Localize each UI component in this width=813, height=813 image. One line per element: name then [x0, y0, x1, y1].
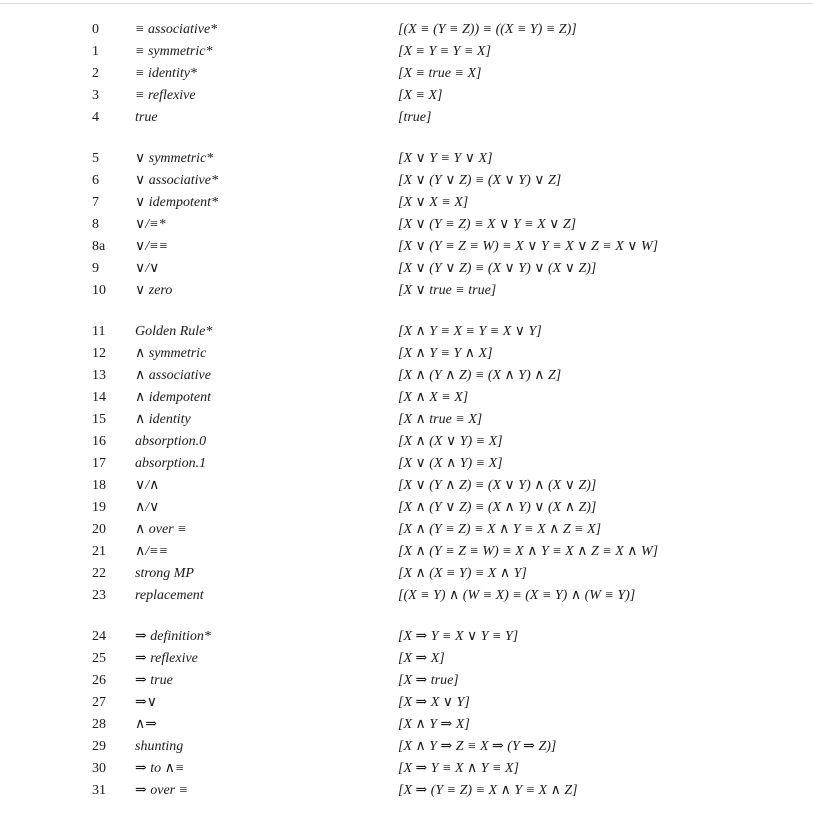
theorem-number: 6 — [92, 173, 99, 188]
theorem-name: ⇒ true — [135, 673, 173, 688]
theorem-number: 0 — [92, 22, 99, 37]
theorem-row — [0, 63, 813, 85]
theorem-name: ∨/∧ — [135, 478, 160, 493]
theorem-number: 30 — [92, 761, 106, 776]
theorem-formula: [(X ≡ Y) ∧ (W ≡ X) ≡ (X ≡ Y) ∧ (W ≡ Y)] — [398, 588, 636, 603]
theorem-row — [0, 563, 813, 585]
theorem-number: 18 — [92, 478, 106, 493]
theorem-row — [0, 714, 813, 736]
theorem-formula: [(X ≡ (Y ≡ Z)) ≡ ((X ≡ Y) ≡ Z)] — [398, 22, 577, 37]
theorem-name: ≡ reflexive — [135, 88, 196, 103]
theorem-number: 15 — [92, 412, 106, 427]
theorem-name: ∧ associative — [135, 368, 211, 383]
theorem-formula: [X ∨ (Y ∧ Z) ≡ (X ∨ Y) ∧ (X ∨ Z)] — [398, 478, 597, 493]
theorem-row — [0, 585, 813, 607]
theorem-number: 9 — [92, 261, 99, 276]
theorem-number: 8 — [92, 217, 99, 232]
theorem-name: ∧⇒ — [135, 717, 157, 732]
theorem-name: ∨/∨ — [135, 261, 160, 276]
theorem-formula: [X ⇒ Y ≡ X ∨ Y ≡ Y] — [398, 629, 519, 644]
theorem-number: 2 — [92, 66, 99, 81]
theorem-formula: [X ∨ (Y ∨ Z) ≡ (X ∨ Y) ∨ Z] — [398, 173, 562, 188]
theorem-row — [0, 626, 813, 648]
theorem-number: 8a — [92, 239, 106, 254]
theorem-name: ∧ over ≡ — [135, 522, 187, 537]
theorem-row — [0, 236, 813, 258]
theorem-row — [0, 148, 813, 170]
theorem-number: 24 — [92, 629, 106, 644]
theorem-number: 28 — [92, 717, 106, 732]
group-spacer — [0, 607, 813, 626]
theorem-formula: [X ∨ Y ≡ Y ∨ X] — [398, 151, 493, 166]
theorem-name: ∧/≡≡ — [135, 544, 169, 559]
theorem-row — [0, 41, 813, 63]
theorem-number: 1 — [92, 44, 99, 59]
theorem-name: strong MP — [135, 566, 194, 581]
theorem-formula: [X ∧ X ≡ X] — [398, 390, 469, 405]
theorem-formula: [X ∧ (Y ∧ Z) ≡ (X ∧ Y) ∧ Z] — [398, 368, 562, 383]
theorem-name: ∧ identity — [135, 412, 191, 427]
theorem-number: 26 — [92, 673, 106, 688]
theorem-formula: [X ⇒ X] — [398, 651, 445, 666]
theorem-number: 4 — [92, 110, 99, 125]
theorem-row — [0, 365, 813, 387]
theorem-row — [0, 192, 813, 214]
theorem-formula: [X ∧ (Y ≡ Z ≡ W) ≡ X ∧ Y ≡ X ∧ Z ≡ X ∧ W] — [398, 544, 659, 559]
theorem-row — [0, 431, 813, 453]
theorem-name: ≡ associative* — [135, 22, 218, 37]
theorem-row — [0, 648, 813, 670]
theorem-name: Golden Rule* — [135, 324, 213, 339]
theorem-formula: [X ∨ (Y ≡ Z) ≡ X ∨ Y ≡ X ∨ Z] — [398, 217, 577, 232]
theorem-name: ∧ idempotent — [135, 390, 211, 405]
theorem-row — [0, 780, 813, 802]
theorem-name: ∨/≡≡ — [135, 239, 169, 254]
theorem-number: 22 — [92, 566, 106, 581]
theorem-row — [0, 541, 813, 563]
theorem-name: ≡ identity* — [135, 66, 197, 81]
theorem-formula: [X ∨ (Y ≡ Z ≡ W) ≡ X ∨ Y ≡ X ∨ Z ≡ X ∨ W] — [398, 239, 659, 254]
theorem-number: 20 — [92, 522, 106, 537]
theorem-formula: [X ∧ true ≡ X] — [398, 412, 483, 427]
theorem-number: 19 — [92, 500, 106, 515]
theorem-row — [0, 258, 813, 280]
theorem-name: absorption.1 — [135, 456, 207, 471]
theorem-row — [0, 475, 813, 497]
group-spacer — [0, 302, 813, 321]
theorem-name: ∧/∨ — [135, 500, 160, 515]
theorem-row — [0, 409, 813, 431]
theorem-row — [0, 85, 813, 107]
theorem-number: 12 — [92, 346, 106, 361]
theorem-formula: [true] — [398, 110, 432, 125]
theorem-name: ⇒ to ∧≡ — [135, 761, 185, 776]
theorem-row — [0, 497, 813, 519]
theorem-number: 10 — [92, 283, 106, 298]
group-spacer — [0, 129, 813, 148]
theorem-formula: [X ∧ Y ⇒ X] — [398, 717, 470, 732]
theorem-row — [0, 214, 813, 236]
theorem-formula: [X ∨ X ≡ X] — [398, 195, 469, 210]
theorem-number: 21 — [92, 544, 106, 559]
theorem-row — [0, 670, 813, 692]
theorem-formula: [X ⇒ X ∨ Y] — [398, 695, 470, 710]
theorem-row — [0, 343, 813, 365]
theorem-number: 31 — [92, 783, 106, 798]
theorem-name: ∨ zero — [135, 283, 173, 298]
theorem-name: ∧ symmetric — [135, 346, 207, 361]
theorem-row — [0, 758, 813, 780]
theorem-number: 17 — [92, 456, 106, 471]
theorem-formula: [X ∨ (Y ∨ Z) ≡ (X ∨ Y) ∨ (X ∨ Z)] — [398, 261, 597, 276]
theorem-row — [0, 170, 813, 192]
theorem-formula: [X ∧ Y ⇒ Z ≡ X ⇒ (Y ⇒ Z)] — [398, 739, 557, 754]
theorem-name: ∨ associative* — [135, 173, 218, 188]
theorem-row — [0, 107, 813, 129]
theorem-name: ⇒ reflexive — [135, 651, 198, 666]
theorem-name: ∨ symmetric* — [135, 151, 214, 166]
theorem-row — [0, 387, 813, 409]
theorem-number: 14 — [92, 390, 106, 405]
theorem-formula: [X ∧ (X ∨ Y) ≡ X] — [398, 434, 503, 449]
theorem-name: ⇒ over ≡ — [135, 783, 189, 798]
theorem-number: 3 — [92, 88, 99, 103]
top-divider — [0, 3, 813, 4]
theorem-formula: [X ∧ Y ≡ X ≡ Y ≡ X ∨ Y] — [398, 324, 542, 339]
theorem-formula: [X ⇒ true] — [398, 673, 459, 688]
theorem-row — [0, 19, 813, 41]
theorem-name: ∨ idempotent* — [135, 195, 218, 210]
theorem-number: 11 — [92, 324, 106, 339]
theorem-formula: [X ∨ true ≡ true] — [398, 283, 497, 298]
theorem-number: 25 — [92, 651, 106, 666]
theorem-formula: [X ≡ true ≡ X] — [398, 66, 482, 81]
theorem-name: ⇒∨ — [135, 695, 157, 710]
theorem-number: 13 — [92, 368, 106, 383]
theorem-formula: [X ∧ (X ≡ Y) ≡ X ∧ Y] — [398, 566, 527, 581]
theorem-name: ∨/≡* — [135, 217, 166, 232]
theorem-name: ⇒ definition* — [135, 629, 211, 644]
theorem-row — [0, 453, 813, 475]
theorem-row — [0, 280, 813, 302]
theorem-formula: [X ∧ Y ≡ Y ∧ X] — [398, 346, 493, 361]
theorem-formula: [X ∧ (Y ∨ Z) ≡ (X ∧ Y) ∨ (X ∧ Z)] — [398, 500, 597, 515]
theorem-row — [0, 519, 813, 541]
theorem-number: 23 — [92, 588, 106, 603]
theorem-formula: [X ⇒ Y ≡ X ∧ Y ≡ X] — [398, 761, 519, 776]
theorem-name: ≡ symmetric* — [135, 44, 213, 59]
theorem-formula: [X ∧ (Y ≡ Z) ≡ X ∧ Y ≡ X ∧ Z ≡ X] — [398, 522, 602, 537]
theorem-formula: [X ≡ Y ≡ Y ≡ X] — [398, 44, 491, 59]
theorem-row — [0, 321, 813, 343]
theorem-formula: [X ≡ X] — [398, 88, 443, 103]
theorem-number: 7 — [92, 195, 99, 210]
theorem-number: 29 — [92, 739, 106, 754]
theorem-name: shunting — [135, 739, 184, 754]
theorem-number: 27 — [92, 695, 106, 710]
theorem-name: replacement — [135, 588, 204, 603]
theorem-row — [0, 736, 813, 758]
theorem-name: true — [135, 110, 158, 125]
theorem-table — [0, 19, 813, 802]
theorem-number: 5 — [92, 151, 99, 166]
theorem-formula: [X ⇒ (Y ≡ Z) ≡ X ∧ Y ≡ X ∧ Z] — [398, 783, 578, 798]
theorem-row — [0, 692, 813, 714]
theorem-formula: [X ∨ (X ∧ Y) ≡ X] — [398, 456, 503, 471]
theorem-name: absorption.0 — [135, 434, 207, 449]
theorem-number: 16 — [92, 434, 106, 449]
